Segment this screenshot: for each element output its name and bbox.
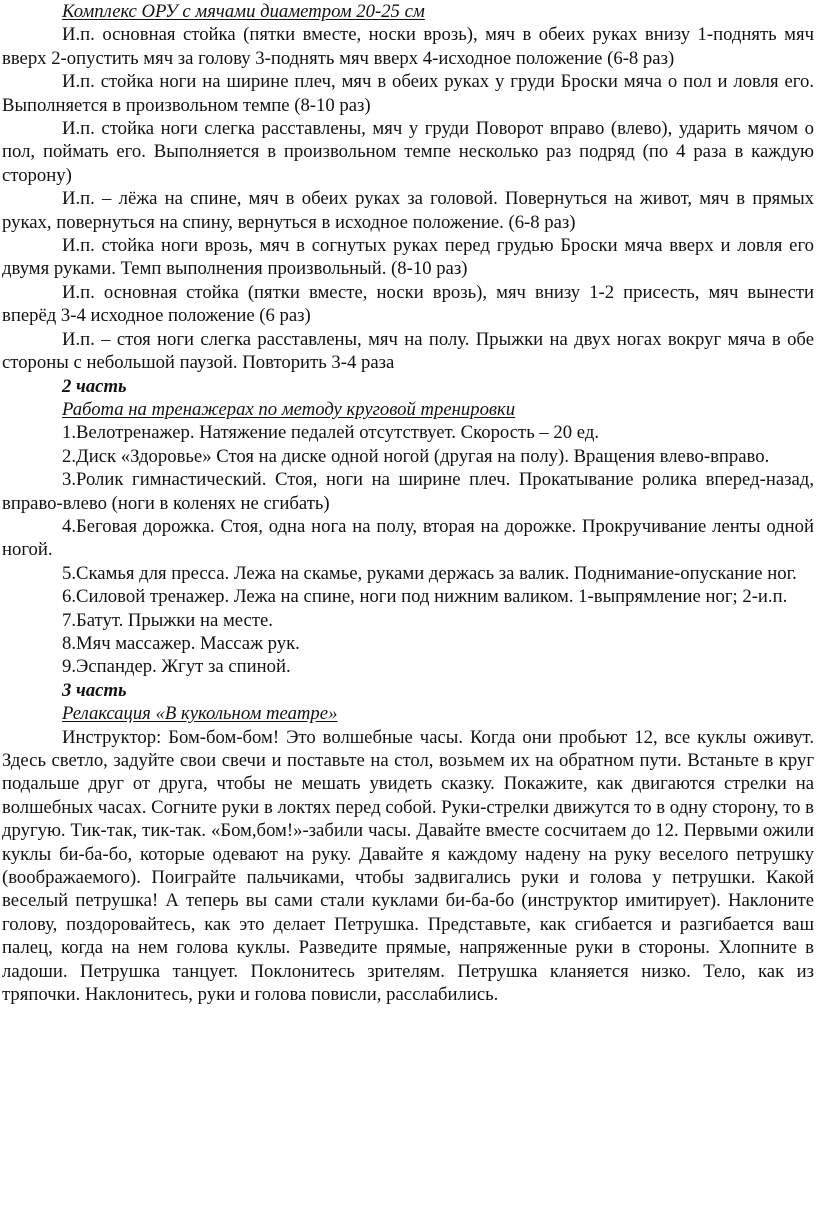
exercise-paragraph: И.п. основная стойка (пятки вместе, носки врозь), мяч в обеих руках внизу 1-поднять мяч вверх 2-опустить мяч за голову 3-поднять мяч вверх 4-исходное положение (6-8 раз) [2,24,814,69]
exercise-paragraph: И.п. – стоя ноги слегка расставлены, мяч на полу. Прыжки на двух ногах вокруг мяча в обе стороны с небольшой паузой. Повторить 3-4 раза [2,328,814,374]
exercise-paragraph: И.п. – лёжа на спине, мяч в обеих руках за головой. Повернуться на живот, мяч в прямых руках, повернуться на спину, вернуться в исходное положение. (6-8 раз) [2,188,814,233]
trainer-item: 8.Мяч массажер. Массаж рук. [62,632,300,654]
trainer-item: 3.Ролик гимнастический. Стоя, ноги на ширине плеч. Прокатывание ролика вперед-назад, вправо-влево (ноги в коленях не сгибать) [2,469,814,514]
exercise-paragraph: И.п. стойка ноги врозь, мяч в согнутых руках перед грудью Броски мяча вверх и ловля его двумя руками. Темп выполнения произвольный. (8-10 раз) [2,235,814,280]
section-heading-relaxation: Релаксация «В кукольном театре» [62,703,338,725]
trainer-item: 4.Беговая дорожка. Стоя, одна нога на полу, вторая на дорожке. Прокручивание ленты одной ногой. [2,515,814,561]
exercise-paragraph: И.п. стойка ноги на ширине плеч, мяч в обеих руках у груди Броски мяча о пол и ловля его. Выполняется в произвольном темпе (8-10 раз) [2,71,814,116]
relaxation-text: Инструктор: Бом-бом-бом! Это волшебные часы. Когда они пробьют 12, все куклы оживут. Здесь светло, задуйте свои свечи и поставьте на стол, возьмем их на обратном пути. Встаньте в круг подальше друг от друга, чтобы не мешать увидеть сказку. Покажите, как двигаются стрелки на волшебных часах. Согните руки в локтях перед собой. Руки-стрелки движутся то в одну сторону, то в другую. Тик-так, тик-так. «Бом,бом!»-забили часы. Давайте вместе сосчитаем до 12. Первыми ожили куклы би-ба-бо, которые одевают на руку. Давайте я каждому надену на руку веселого петрушку (воображаемого). Поиграйте пальчиками, чтобы задвигались руки и голова у петрушки. Какой веселый петрушка! А теперь вы сами стали куклами би-ба-бо (инструктор имитирует). Наклоните голову, поздоровайтесь, как это делает Петрушка. Представьте, как сгибается и разгибается ваш палец, когда на нем голова куклы. Разведите прямые, напряженные руки в стороны. Хлопните в ладоши. Петрушка танцует. Поклонитесь зрителям. Петрушка кланяется низко. Тело, как из тряпочки. Наклонитесь, руки и голова повисли, расслабились. [2,726,814,1006]
section-heading-trainers: Работа на тренажерах по методу круговой тренировки [62,398,516,420]
trainer-item: 5.Скамья для пресса. Лежа на скамье, руками держась за валик. Поднимание-опускание ног. [62,562,797,584]
trainer-item: 1.Велотренажер. Натяжение педалей отсутствует. Скорость – 20 ед. [62,422,599,444]
part-label-2: 2 часть [62,375,127,397]
exercise-paragraph: И.п. основная стойка (пятки вместе, носки врозь), мяч внизу 1-2 присесть, мяч вынести вперёд 3-4 исходное положение (6 раз) [2,281,814,327]
trainer-item: 2.Диск «Здоровье» Стоя на диске одной ногой (другая на полу). Вращения влево-вправо. [62,445,770,467]
trainer-item: 6.Силовой тренажер. Лежа на спине, ноги под нижним валиком. 1-выпрямление ног; 2-и.п. [62,586,788,608]
trainer-item: 7.Батут. Прыжки на месте. [62,609,273,631]
exercise-paragraph: И.п. стойка ноги слегка расставлены, мяч у груди Поворот вправо (влево), ударить мячом о пол, поймать его. Выполняется в произвольном темпе несколько раз подряд (по 4 раза в каждую сторону) [2,118,814,186]
section-heading-oru: Комплекс ОРУ с мячами диаметром 20-25 см [62,1,425,22]
part-label-3: 3 часть [62,679,127,701]
trainer-item: 9.Эспандер. Жгут за спиной. [62,656,291,678]
